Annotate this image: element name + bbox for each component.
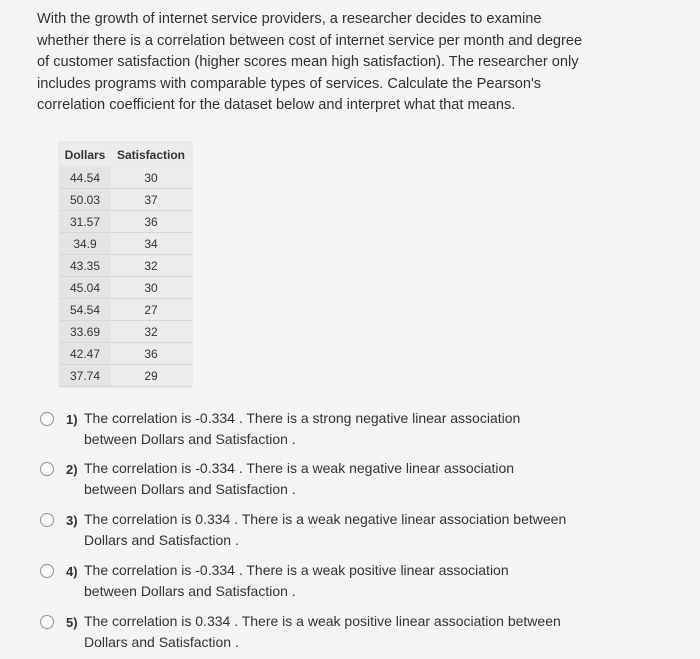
satisfaction-header: Satisfaction xyxy=(111,143,192,167)
data-table xyxy=(59,142,192,387)
option-text xyxy=(84,509,584,550)
table-row xyxy=(60,233,192,255)
table-row xyxy=(60,167,192,189)
table-row xyxy=(60,189,192,211)
satisfaction-cell: 36 xyxy=(111,211,192,233)
dollars-header: Dollars xyxy=(60,143,111,167)
option-text-line-1: The correlation is 0.334 . There is a weak positive linear association between xyxy=(84,613,561,629)
option-number: 4) xyxy=(66,564,78,579)
option-text-line-1: The correlation is -0.334 . There is a weak positive linear association xyxy=(84,562,509,578)
option-number: 1) xyxy=(66,412,78,427)
satisfaction-cell: 34 xyxy=(111,233,192,255)
dollars-cell: 31.57 xyxy=(60,211,111,233)
table-header-row xyxy=(60,143,192,167)
satisfaction-cell: 30 xyxy=(111,167,192,189)
radio-button-2[interactable] xyxy=(40,462,54,476)
dollars-cell: 44.54 xyxy=(60,167,111,189)
satisfaction-cell: 36 xyxy=(111,343,192,365)
satisfaction-cell: 32 xyxy=(111,321,192,343)
table-row xyxy=(60,365,192,387)
question-text: With the growth of internet service providers, a researcher decides to examine whether there is a correlation between cost of internet service per month and degree of customer satisfaction (higher scores mean high satisfaction). The researcher only includes programs with comparable types of services. Calculate the Pearson's correlation coefficient for the dataset below and interpret what that means. xyxy=(37,11,583,114)
radio-button-3[interactable] xyxy=(40,513,54,527)
dollars-satisfaction-table xyxy=(59,142,192,387)
table-row xyxy=(60,299,192,321)
dollars-cell: 54.54 xyxy=(60,299,111,321)
option-number: 5) xyxy=(66,615,78,630)
radio-button-5[interactable] xyxy=(40,615,54,629)
table-row xyxy=(60,321,192,343)
option-text-line-2: between Dollars and Satisfaction . xyxy=(84,582,296,599)
option-text xyxy=(84,611,584,652)
dollars-cell: 43.35 xyxy=(60,255,111,277)
answer-option-4[interactable] xyxy=(38,560,598,604)
option-text-line-2: Dollars and Satisfaction . xyxy=(84,633,239,650)
option-text-line-2: between Dollars and Satisfaction . xyxy=(84,430,296,447)
satisfaction-cell: 29 xyxy=(111,365,192,387)
option-text xyxy=(84,408,584,449)
dollars-cell: 34.9 xyxy=(60,233,111,255)
answer-option-3[interactable] xyxy=(38,509,598,553)
answer-option-5[interactable] xyxy=(38,611,598,655)
option-text-line-1: The correlation is -0.334 . There is a weak negative linear association xyxy=(84,460,515,476)
table-row xyxy=(60,211,192,233)
table-row xyxy=(60,343,192,365)
answer-option-1[interactable] xyxy=(38,408,598,452)
satisfaction-cell: 37 xyxy=(111,189,192,211)
option-number: 3) xyxy=(66,513,78,528)
satisfaction-cell: 30 xyxy=(111,277,192,299)
dollars-cell: 42.47 xyxy=(60,343,111,365)
satisfaction-cell: 27 xyxy=(111,299,192,321)
option-number: 2) xyxy=(66,462,78,477)
option-text xyxy=(84,458,584,499)
radio-button-4[interactable] xyxy=(40,564,54,578)
option-text-line-2: between Dollars and Satisfaction . xyxy=(84,480,296,497)
dollars-cell: 50.03 xyxy=(60,189,111,211)
satisfaction-cell: 32 xyxy=(111,255,192,277)
dollars-cell: 45.04 xyxy=(60,277,111,299)
option-text-line-2: Dollars and Satisfaction . xyxy=(84,531,239,548)
dollars-cell: 33.69 xyxy=(60,321,111,343)
option-text-line-1: The correlation is 0.334 . There is a weak negative linear association between xyxy=(84,511,567,527)
dollars-cell: 37.74 xyxy=(60,365,111,387)
table-row xyxy=(60,255,192,277)
answer-option-2[interactable] xyxy=(38,458,598,502)
option-text xyxy=(84,560,584,601)
table-row xyxy=(60,277,192,299)
option-text-line-1: The correlation is -0.334 . There is a strong negative linear association xyxy=(84,410,521,426)
radio-button-1[interactable] xyxy=(40,412,54,426)
